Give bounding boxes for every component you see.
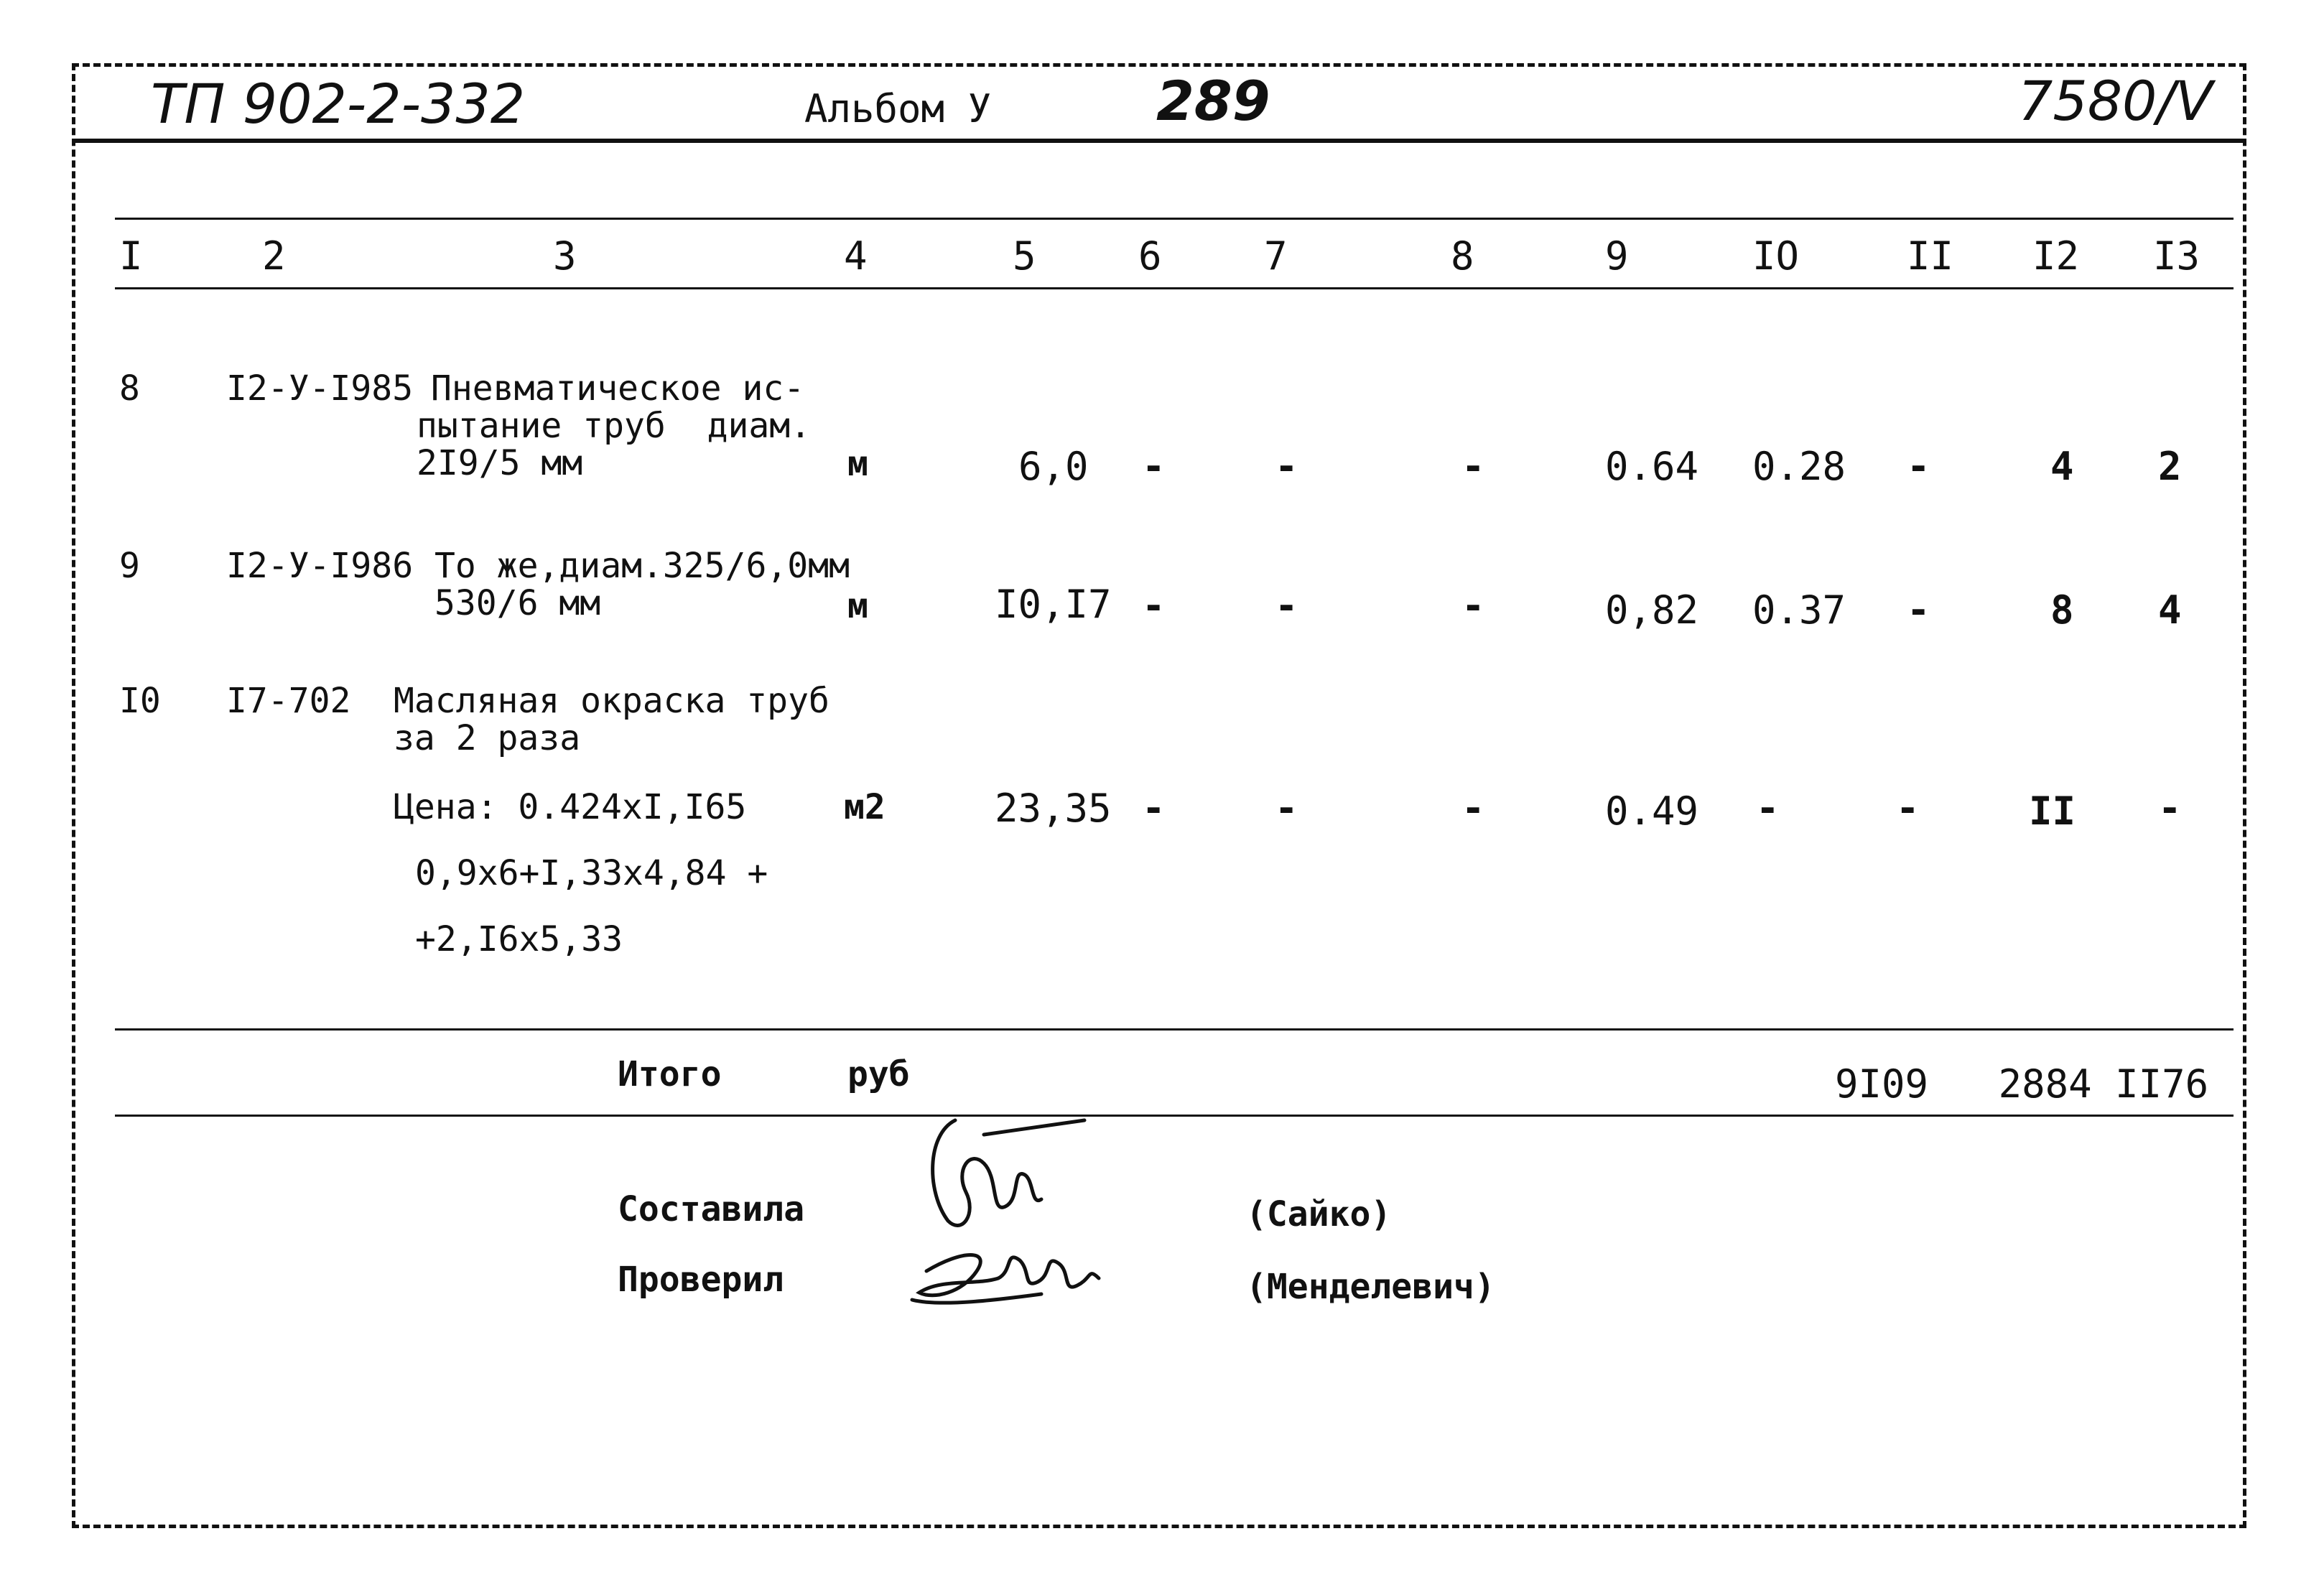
col-header-5: 5 — [1013, 233, 1036, 279]
col-header-9: 9 — [1605, 233, 1629, 279]
col-header-2: 2 — [262, 233, 286, 279]
row-desc-line: 2I9/5 мм — [417, 443, 583, 483]
table-top-rule — [115, 218, 2234, 220]
total-label: Итого — [618, 1054, 722, 1094]
compiled-label: Составила — [618, 1189, 805, 1229]
row-c12: 8 — [2050, 587, 2074, 633]
col-header-8: 8 — [1451, 233, 1474, 279]
row-c12: 4 — [2050, 444, 2074, 489]
row-c11: - — [1907, 444, 1930, 489]
row-number: I0 — [119, 681, 161, 721]
row-c6: - — [1142, 444, 1166, 489]
row-c6: - — [1142, 583, 1166, 628]
row-desc-line: Пневматическое ис- — [431, 368, 805, 409]
row-code: I2-У-I985 — [226, 368, 414, 409]
header-rule — [72, 139, 2246, 143]
checked-name: (Менделевич) — [1246, 1267, 1495, 1307]
col-header-13: I3 — [2153, 233, 2200, 279]
album-label: Альбом У — [804, 86, 992, 131]
row-number: 8 — [119, 368, 140, 409]
total-top-rule — [115, 1028, 2234, 1031]
row-qty: 6,0 — [1018, 444, 1089, 489]
header-bottom-rule — [115, 287, 2234, 289]
row-price-line: Цена: 0.424хI,I65 — [394, 787, 747, 827]
row-c10: 0.28 — [1752, 444, 1846, 489]
col-header-10: IO — [1752, 233, 1800, 279]
row-c6: - — [1142, 786, 1166, 831]
row-c12: II — [2029, 788, 2076, 834]
total-unit: руб — [847, 1054, 910, 1094]
total-bottom-rule — [115, 1115, 2234, 1117]
row-unit: м2 — [844, 787, 886, 827]
row-number: 9 — [119, 546, 140, 586]
handwritten-signature — [898, 1106, 1128, 1321]
col-header-7: 7 — [1264, 233, 1288, 279]
row-desc-line: Масляная окраска труб — [394, 681, 829, 721]
total-values: 9I09 2884 II76 — [1835, 1061, 2209, 1107]
row-c9: 0,82 — [1605, 587, 1699, 633]
row-c8: - — [1461, 786, 1485, 831]
row-unit: м — [847, 586, 868, 626]
page-number: 289 — [1156, 69, 1270, 133]
row-c11: - — [1896, 786, 1920, 831]
row-desc-line: 530/6 мм — [434, 583, 601, 623]
row-desc-line: за 2 раза — [394, 718, 581, 758]
row-qty: 23,35 — [995, 786, 1112, 831]
row-unit: м — [847, 444, 868, 484]
row-c8: - — [1461, 444, 1485, 489]
row-c9: 0.64 — [1605, 444, 1699, 489]
col-header-3: 3 — [553, 233, 577, 279]
row-c10: 0.37 — [1752, 587, 1846, 633]
doc-code: ТП 902-2-332 — [151, 72, 526, 136]
row-desc-line: пытание труб диам. — [417, 406, 812, 446]
row-c10: - — [1756, 786, 1780, 831]
inventory-number: 7580/V — [2018, 69, 2213, 133]
row-qty: I0,I7 — [995, 582, 1112, 627]
checked-label: Проверил — [618, 1260, 784, 1300]
row-c7: - — [1275, 786, 1298, 831]
col-header-12: I2 — [2032, 233, 2080, 279]
row-c13: - — [2158, 786, 2182, 831]
row-c7: - — [1275, 583, 1298, 628]
compiled-name: (Сайко) — [1246, 1194, 1392, 1234]
row-desc-line: То же,диам.325/6,0мм — [434, 546, 850, 586]
row-extra-line: +2,I6х5,33 — [415, 919, 623, 959]
row-c7: - — [1275, 444, 1298, 489]
col-header-6: 6 — [1138, 233, 1162, 279]
col-header-11: II — [1907, 233, 1954, 279]
row-c8: - — [1461, 583, 1485, 628]
col-header-4: 4 — [844, 233, 868, 279]
row-code: I2-У-I986 — [226, 546, 414, 586]
row-c13: 4 — [2158, 587, 2182, 633]
row-c11: - — [1907, 587, 1930, 633]
row-c9: 0.49 — [1605, 788, 1699, 834]
row-extra-line: 0,9х6+I,33х4,84 + — [415, 853, 768, 893]
row-code: I7-702 — [226, 681, 351, 721]
col-header-1: I — [119, 233, 143, 279]
row-c13: 2 — [2158, 444, 2182, 489]
